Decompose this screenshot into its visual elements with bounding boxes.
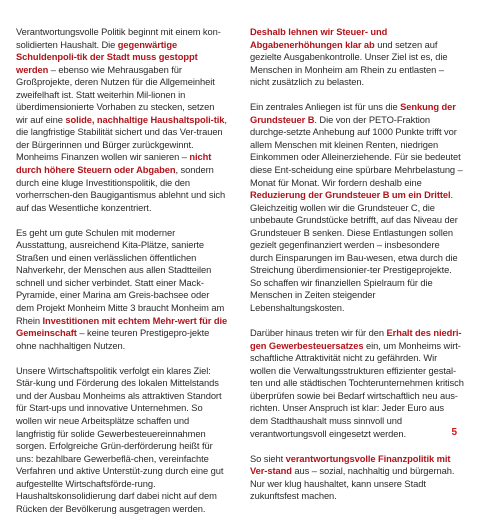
highlighted-text: Deshalb lehnen wir Steuer- und Abgabenerhöhungen klar ab	[250, 27, 388, 50]
body-text: Ein zentrales Anliegen ist für uns die	[250, 102, 401, 113]
body-text: und setzen auf gezielte Ausgabenkontrolle. Unser Ziel ist es, die Menschen in Monheim am Rhein zu entlasten – nicht zusätzlich zu belasten.	[250, 39, 448, 88]
paragraph	[16, 365, 228, 515]
paragraph	[16, 227, 228, 352]
body-text: ein, um Monheims wirt-schaftliche Attraktivität nicht zu gefährden. Wir wollen die Verwaltungsstrukturen effizienter gestal-ten und alle städtischen Tochterunternehmen kritisch überprüfen sowie bei Bedarf wirtschaftlich neu aus-richten. Unser Anspruch ist klar: Jeder Euro aus dem Stadthaushalt muss sinnvoll und verantwortungsvoll eingesetzt werden.	[250, 340, 464, 439]
body-text: – ebenso wie Mehrausgaben für Großprojekte, deren Nutzen für die Allgemeinheit zweifelhaft ist. Statt weiterhin Mil-lionen in überdimensionierte Vorhaben zu stecken, setzen wir auf eine	[16, 64, 215, 125]
paragraph	[250, 453, 464, 503]
body-text: Darüber hinaus treten wir für den	[250, 328, 387, 339]
body-text: . Die von der PETO-Fraktion durchge-setzte Anhebung auf 1000 Punkte trifft vor allem Menschen mit kleinen Renten, niedrigen Einkommen oder Alleinerziehende. Für sie bedeutet diese Ent-scheidung eine spürbare Mehrbelastung – Monat für Monat. Wir fordern deshalb eine	[250, 114, 463, 188]
highlighted-text: Reduzierung der Grundsteuer B um ein Drittel	[250, 190, 451, 201]
paragraph	[250, 327, 464, 440]
highlighted-text: nicht durch höhere Steuern oder Abgaben	[16, 152, 212, 176]
body-text: – keine teuren Prestigepro-jekte ohne nachhaltigen Nutzen.	[16, 328, 210, 351]
page-number: 5	[451, 427, 457, 438]
highlighted-text: gegenwärtige Schuldenpoli-tik der Stadt muss gestoppt werden	[16, 39, 198, 75]
body-text: . Gleichzeitig wollen wir die Grundsteuer C, die unbebaute Grundstücke betrifft, auf das Niveau der Grundsteuer B senken. Diese Entlastungen sollen gezielt gegenfinanziert werden – insbesondere durch Einsparungen im Bau-wesen, etwa durch die Streichung überdimensionier-ter Prestigeprojekte. So schaffen wir finanziellen Spielraum für die Menschen in Zeiten steigender Lebenshaltungskosten.	[250, 190, 458, 314]
highlighted-text: Investitionen mit echtem Mehr-wert für die Gemeinschaft	[16, 315, 228, 339]
highlighted-text: Erhalt des niedri-gen Gewerbesteuersatzes	[250, 328, 462, 351]
highlighted-text: Senkung der Grundsteuer B	[250, 102, 456, 125]
body-text: , sondern durch eine kluge Investitionspolitik, die den vorherrschen-den Baugigantismus ablehnt und sich auf das Wesentliche konzentriert.	[16, 165, 226, 213]
body-text: Verantwortungsvolle Politik beginnt mit einem kon-solidierten Haushalt. Die	[16, 27, 221, 50]
highlighted-text: verantwortungsvolle Finanzpolitik mit Ver-stand	[250, 453, 451, 477]
highlighted-text: solide, nachhaltige Haushaltspoli-tik	[65, 114, 225, 125]
paragraph	[16, 26, 228, 214]
paragraph	[250, 101, 464, 314]
left-text-column	[16, 26, 228, 515]
body-text: aus – sozial, nachhaltig und bürgernah. Nur wer klug haushaltet, kann unsere Stadt zukunftsfest machen.	[250, 466, 455, 502]
right-text-column	[250, 26, 464, 503]
body-text: So sieht	[250, 453, 286, 464]
body-text: Unsere Wirtschaftspolitik verfolgt ein klares Ziel: Stär-kung und Förderung des lokalen Mittelstands und der Ausbau Monheims als attraktiven Standort für Start-ups und innovative Unternehmen. So wollen wir neue Arbeitsplätze schaffen und langfristig für solide Gewerbesteuereinnahmen sorgen. Erfolgreiche Grün-derförderung heißt für uns: bezahlbare Gewerbeflä-chen, vereinfachte Verfahren und aktive Unterstüt-zung durch eine gut aufgestellte Wirtschaftsförde-rung. Haushaltskonsolidierung darf dabei nicht auf dem Rücken der Bevölkerung ausgetragen werden.	[16, 365, 224, 514]
body-text: Es geht um gute Schulen mit moderner Ausstattung, ausreichend Kita-Plätze, sanierte Straßen und einen verlässlichen öffentlichen Nahverkehr, der Menschen aus allen Stadtteilen schnell und sicher verbindet. Statt einer Mack-Pyramide, einer Marina am Greis-bachsee oder dem Projekt Monheim Mitte 3 braucht Monheim am Rhein	[16, 227, 225, 326]
body-text: , die langfristige Stabilität sichert und das Ver-trauen der Bürgerinnen und Bürger zurückgewinnt. Monheims Finanzen wollen wir sanieren –	[16, 114, 227, 163]
paragraph	[250, 26, 464, 89]
